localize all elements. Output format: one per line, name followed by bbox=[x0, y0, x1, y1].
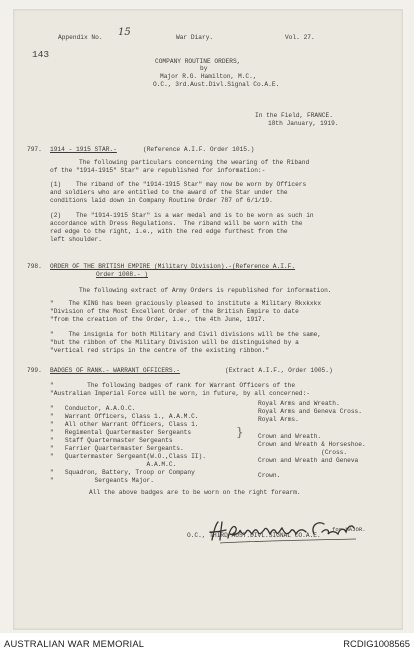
section-797-p1-l2: and soldiers who are entitled to the award of the Star under the bbox=[50, 189, 288, 196]
section-799-intro1: " The following badges of rank for Warrant Officers of the bbox=[50, 382, 296, 389]
footer-bar bbox=[0, 633, 414, 653]
record-id: RCDIG1008565 bbox=[343, 638, 410, 649]
badge-item: Crown and Wreath & Horseshoe. bbox=[258, 441, 366, 448]
war-diary-label: War Diary. bbox=[176, 34, 214, 41]
rank-item: " Regimental Quartermaster Sergeants bbox=[50, 429, 192, 436]
title-line3: Major R.G. Hamilton, M.C., bbox=[160, 73, 257, 80]
signature-line: O.C., THIRD AUST.DIVL.SIGNAL CO.A.E. bbox=[187, 532, 321, 539]
section-798-q2-l2: "but the ribbon of the Military Division will be distinguished by a bbox=[50, 339, 299, 346]
section-799-intro2: "Australian Imperial Force will be worn, in future, by all concerned:- bbox=[50, 390, 310, 397]
section-797-p2-l3: red edge to the right, i.e., with the red edge furthest from the bbox=[50, 228, 288, 235]
rank-item: " All other Warrant Officers, Class 1. bbox=[50, 421, 199, 428]
section-797-intro2: of the "1914-1915" Star" are republished for information:- bbox=[50, 167, 266, 174]
badge-item: Royal Arms and Geneva Cross. bbox=[258, 408, 362, 415]
rank-item: " Conductor, A.A.O.C. bbox=[50, 405, 136, 412]
section-797-p2-l2: accordance with Dress Regulations. The riband will be worn with the bbox=[50, 220, 303, 227]
section-798-intro: The following extract of Army Orders is republished for information. bbox=[79, 287, 332, 294]
section-797-intro1: The following particulars concerning the wearing of the Riband bbox=[79, 159, 310, 166]
rank-item: " Farrier Quartermaster Sergeants. bbox=[50, 445, 184, 452]
section-798-heading2: Order 1008.- ) bbox=[96, 271, 148, 278]
badge-item: Royal Arms and Wreath. bbox=[258, 400, 340, 407]
section-797-heading: 1914 - 1915 STAR.- bbox=[50, 146, 117, 153]
section-798-heading: ORDER OF THE BRITISH EMPIRE (Military Division).-(Reference A.I.F. bbox=[50, 263, 296, 270]
section-797-reference: (Reference A.I.F. Order 1015.) bbox=[143, 146, 255, 153]
section-798-q1-l1: " The KING has been graciously pleased to institute a Military Rkxkxkx bbox=[50, 300, 322, 307]
section-797-number: 797. bbox=[27, 146, 42, 153]
archive-name: AUSTRALIAN WAR MEMORIAL bbox=[4, 638, 145, 649]
section-798-number: 798. bbox=[27, 263, 42, 270]
section-797-p2-l4: left shoulder. bbox=[50, 236, 102, 243]
badge-item: Crown and Wreath and Geneva bbox=[258, 457, 359, 464]
section-797-p1-l3: conditions laid down in Company Routine Order 787 of 6/1/19. bbox=[50, 197, 273, 204]
rank-item: " Quartermaster Sergeant(W.O.,Class II). bbox=[50, 453, 206, 460]
for-major-label: for MAJOR. bbox=[332, 526, 366, 533]
section-798-q1-l3: "from the creation of the Order, i.e., the 4th June, 1917. bbox=[50, 316, 266, 323]
rank-item: A.A.M.C. bbox=[50, 461, 177, 468]
badge-item: Crown. bbox=[258, 472, 281, 479]
badge-item: Crown and Wreath. bbox=[258, 433, 322, 440]
section-798-q1-l2: "Division of the Most Excellent Order of the British Empire to date bbox=[50, 308, 299, 315]
title-line2: by bbox=[200, 65, 208, 72]
volume-label: Vol. 27. bbox=[285, 34, 315, 41]
rank-item: " Squadron, Battery, Troop or Company bbox=[50, 469, 195, 476]
place: In the Field, FRANCE. bbox=[255, 112, 333, 119]
appendix-number: 15 bbox=[118, 27, 131, 38]
brace-mark: } bbox=[236, 425, 244, 439]
rank-item: " Warrant Officers, Class 1., A.A.M.C. bbox=[50, 413, 199, 420]
rank-item: " Sergeants Major. bbox=[50, 477, 154, 484]
section-799-reference: (Extract A.I.F., Order 1005.) bbox=[225, 367, 333, 374]
badge-item: (Cross. bbox=[232, 449, 348, 456]
section-799-heading: BADGES OF RANK.- WARRANT OFFICERS.- bbox=[50, 367, 180, 374]
title-line1: COMPANY ROUTINE ORDERS, bbox=[155, 58, 241, 65]
rank-item: " Staff Quartermaster Sergeants bbox=[50, 437, 173, 444]
section-799-closing: All the above badges are to be worn on the right forearm. bbox=[89, 489, 301, 496]
section-797-p2-l1: (2) The "1914-1915 Star" is a war medal and is to be worn as such in bbox=[50, 212, 314, 219]
page-number: 143 bbox=[32, 49, 50, 60]
section-799-number: 799. bbox=[27, 367, 42, 374]
section-798-q2-l3: "vertical red strips in the centre of the existing ribbon." bbox=[50, 347, 270, 354]
title-line4: O.C., 3rd.Aust.Divl.Signal Co.A.E. bbox=[153, 81, 280, 88]
section-798-q2-l1: " The insignia for both Military and Civil divisions will be the same, bbox=[50, 331, 322, 338]
section-797-p1-l1: (1) The riband of the "1914-1915 Star" may now be worn by Officers bbox=[50, 181, 307, 188]
date: 18th January, 1919. bbox=[268, 120, 339, 127]
appendix-label: Appendix No. bbox=[58, 34, 103, 41]
badge-item: Royal Arms. bbox=[258, 416, 299, 423]
